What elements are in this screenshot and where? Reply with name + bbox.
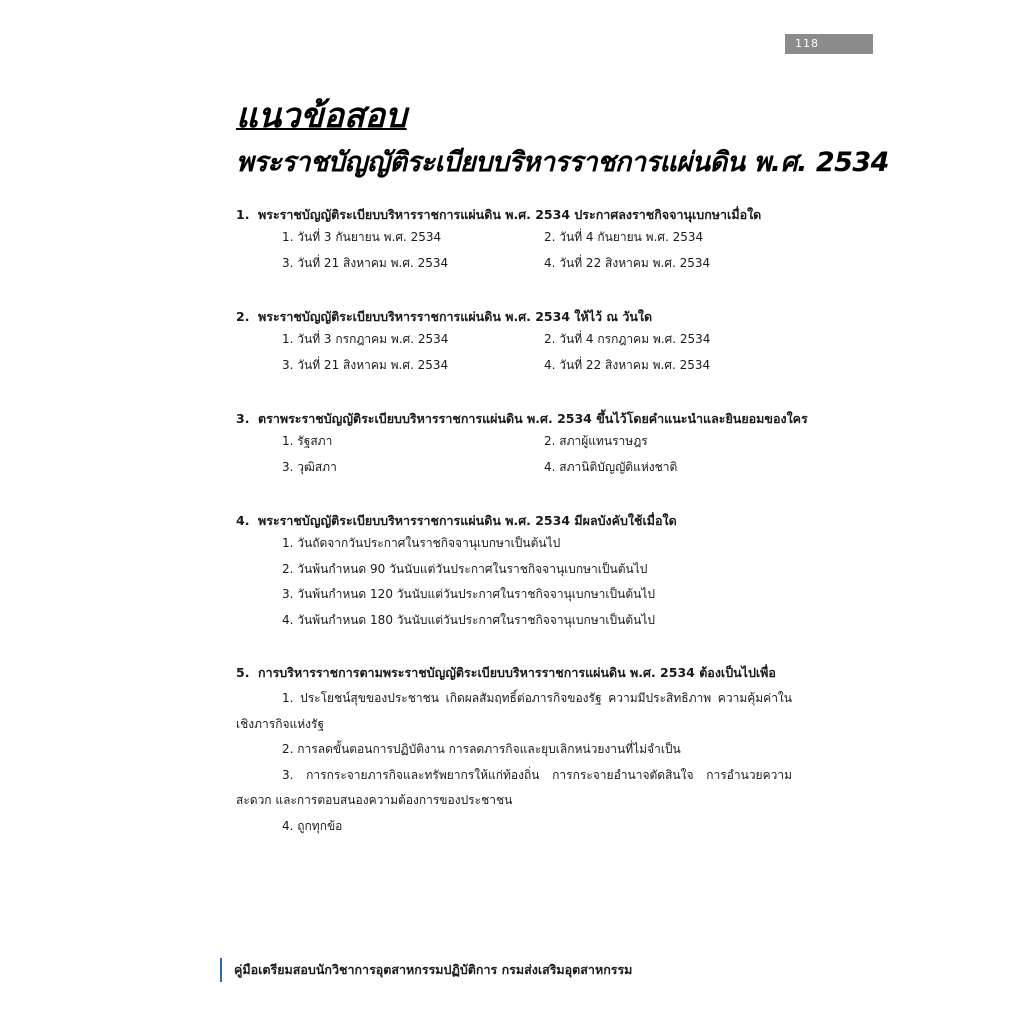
- option-2: 2. วันพ้นกำหนด 90 วันนับแต่วันประกาศในราชกิจจานุเบกษาเป็นต้นไป: [282, 561, 648, 576]
- question-text: 2. พระราชบัญญัติระเบียบบริหารราชการแผ่นดิน พ.ศ. 2534 ให้ไว้ ณ วันใด: [236, 309, 653, 324]
- option-4: 4. ถูกทุกข้อ: [282, 818, 343, 833]
- option-2: 2. วันที่ 4 กันยายน พ.ศ. 2534: [544, 230, 704, 244]
- option-1: 1. วันถัดจากวันประกาศในราชกิจจานุเบกษาเป็นต้นไป: [282, 536, 561, 550]
- option-4: 4. วันที่ 22 สิงหาคม พ.ศ. 2534: [544, 358, 711, 372]
- question-text: 4. พระราชบัญญัติระเบียบบริหารราชการแผ่นดิน พ.ศ. 2534 มีผลบังคับใช้เมื่อใด: [236, 513, 677, 528]
- option-3: 3. วันที่ 21 สิงหาคม พ.ศ. 2534: [282, 358, 449, 372]
- option-2: 2. สภาผู้แทนราษฎร: [544, 434, 648, 448]
- page-number: 118: [785, 34, 873, 54]
- page-subtitle: พระราชบัญญัติระเบียบบริหารราชการแผ่นดิน พ.ศ. 2534: [236, 147, 889, 178]
- question-text: 3. ตราพระราชบัญญัติระเบียบบริหารราชการแผ่นดิน พ.ศ. 2534 ขึ้นไว้โดยคำแนะนำและยินยอมของใคร: [236, 411, 808, 426]
- question-text: 5. การบริหารราชการตามพระราชบัญญัติระเบียบบริหารราชการแผ่นดิน พ.ศ. 2534 ต้องเป็นไปเพื่อ: [236, 665, 776, 680]
- option-2: 2. วันที่ 4 กรกฎาคม พ.ศ. 2534: [544, 332, 711, 346]
- question-5: [236, 662, 796, 839]
- question-4: [236, 510, 796, 634]
- question-3: [236, 408, 808, 478]
- question-text: 1. พระราชบัญญัติระเบียบบริหารราชการแผ่นดิน พ.ศ. 2534 ประกาศลงราชกิจจานุเบกษาเมื่อใด: [236, 207, 762, 222]
- page-title: แนวข้อสอบ: [236, 96, 407, 136]
- option-1: 1. ประโยชน์สุขของประชาชน เกิดผลสัมฤทธิ์ต่อภารกิจของรัฐ ความมีประสิทธิภาพ ความคุ้มค่าในเชิงภารกิจแห่งรัฐ: [236, 691, 792, 731]
- option-3: 3. การกระจายภารกิจและทรัพยากรให้แก่ท้องถิ่น การกระจายอำนาจตัดสินใจ การอำนวยความสะดวก และการตอบสนองความต้องการของประชาชน: [236, 767, 792, 807]
- option-4: 4. วันพ้นกำหนด 180 วันนับแต่วันประกาศในราชกิจจานุเบกษาเป็นต้นไป: [282, 612, 655, 627]
- page-footer: คู่มือเตรียมสอบนักวิชาการอุตสาหกรรมปฏิบัติการ กรมส่งเสริมอุตสาหกรรม: [220, 958, 632, 982]
- option-4: 4. สภานิติบัญญัติแห่งชาติ: [544, 460, 678, 474]
- option-3: 3. วันที่ 21 สิงหาคม พ.ศ. 2534: [282, 256, 449, 270]
- option-1: 1. วันที่ 3 กรกฎาคม พ.ศ. 2534: [282, 332, 449, 346]
- question-1: [236, 204, 796, 274]
- option-1: 1. รัฐสภา: [282, 434, 333, 448]
- option-3: 3. วันพ้นกำหนด 120 วันนับแต่วันประกาศในราชกิจจานุเบกษาเป็นต้นไป: [282, 587, 655, 602]
- option-2: 2. การลดขั้นตอนการปฏิบัติงาน การลดภารกิจและยุบเลิกหน่วยงานที่ไม่จำเป็น: [282, 742, 681, 756]
- option-1: 1. วันที่ 3 กันยายน พ.ศ. 2534: [282, 230, 442, 244]
- option-4: 4. วันที่ 22 สิงหาคม พ.ศ. 2534: [544, 256, 711, 270]
- question-2: [236, 306, 796, 376]
- option-3: 3. วุฒิสภา: [282, 460, 337, 474]
